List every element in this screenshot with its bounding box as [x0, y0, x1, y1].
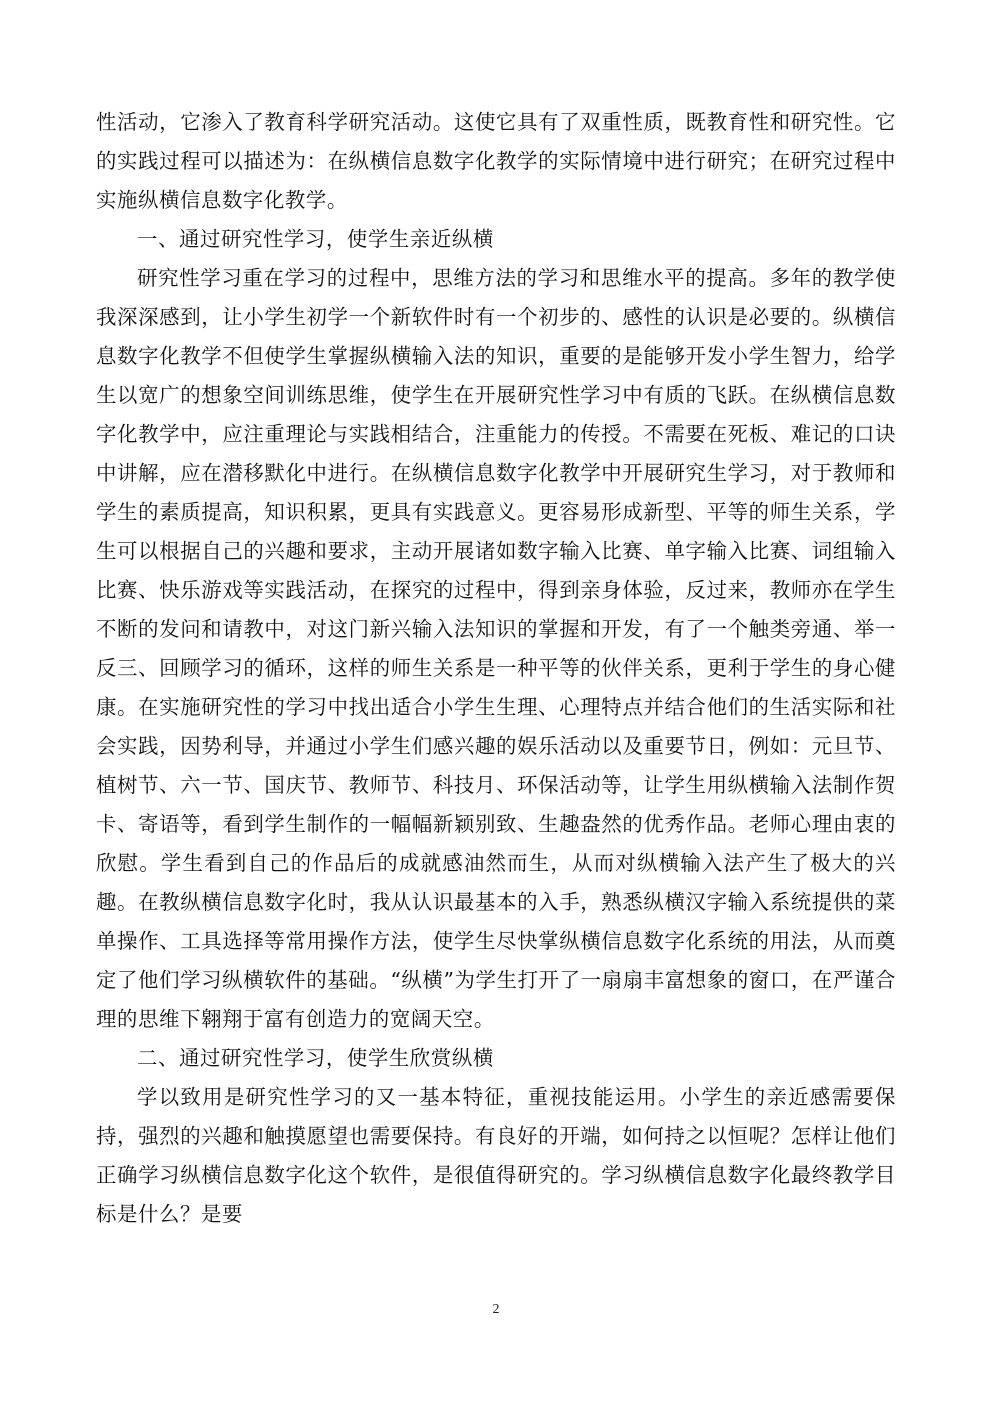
section-heading-2: 二、通过研究性学习，使学生欣赏纵横 [137, 1046, 494, 1070]
section-heading-1: 一、通过研究性学习，使学生亲近纵横 [137, 227, 494, 251]
document-body [96, 103, 896, 1234]
paragraph-research-learning: 研究性学习重在学习的过程中，思维方法的学习和思维水平的提高。多年的教学使我深深感到，让小学生初学一个新软件时有一个初步的、感性的认识是必要的。纵横信息数字化教学不但使学生掌握纵横输入法的知识，重要的是能够开发小学生智力，给学生以宽广的想象空间训练思维，使学生在开展研究性学习中有质的飞跃。在纵横信息数字化教学中，应注重理论与实践相结合，注重能力的传授。不需要在死板、难记的口诀中讲解，应在潜移默化中进行。在纵横信息数字化教学中开展研究生学习，对于教师和学生的素质提高，知识积累，更具有实践意义。更容易形成新型、平等的师生关系，学生可以根据自己的兴趣和要求，主动开展诸如数字输入比赛、单字输入比赛、词组输入比赛、快乐游戏等实践活动，在探究的过程中，得到亲身体验，反过来，教师亦在学生不断的发问和请教中，对这门新兴输入法知识的掌握和开发，有了一个触类旁通、举一反三、回顾学习的循环，这样的师生关系是一种平等的伙伴关系，更利于学生的身心健康。在实施研究性的学习中找出适合小学生生理、心理特点并结合他们的生活实际和社会实践，因势利导，并通过小学生们感兴趣的娱乐活动以及重要节日，例如：元旦节、植树节、六一节、国庆节、教师节、科技月、环保活动等，让学生用纵横输入法制作贺卡、寄语等，看到学生制作的一幅幅新颖别致、生趣盎然的优秀作品。老师心理由衷的欣慰。学生看到自己的作品后的成就感油然而生，从而对纵横输入法产生了极大的兴趣。在教纵横信息数字化时，我从认识最基本的入手，熟悉纵横汉字输入系统提供的菜单操作、工具选择等常用操作方法，使学生尽快掌纵横信息数字化系统的用法，从而奠定了他们学习纵横软件的基础。“纵横”为学生打开了一扇扇丰富想象的窗口，在严谨合理的思维下翱翔于富有创造力的宽阔天空。 [96, 266, 896, 1031]
paragraph-applied-learning: 学以致用是研究性学习的又一基本特征，重视技能运用。小学生的亲近感需要保持，强烈的兴趣和触摸愿望也需要保持。有良好的开端，如何持之以恒呢？怎样让他们正确学习纵横信息数字化这个软件，是很值得研究的。学习纵横信息数字化最终教学目标是什么？是要 [96, 1085, 896, 1226]
paragraph-continued: 性活动，它渗入了教育科学研究活动。这使它具有了双重性质，既教育性和研究性。它的实践过程可以描述为：在纵横信息数字化教学的实际情境中进行研究；在研究过程中实施纵横信息数字化教学。 [96, 110, 896, 212]
page-number: 2 [492, 1302, 500, 1317]
